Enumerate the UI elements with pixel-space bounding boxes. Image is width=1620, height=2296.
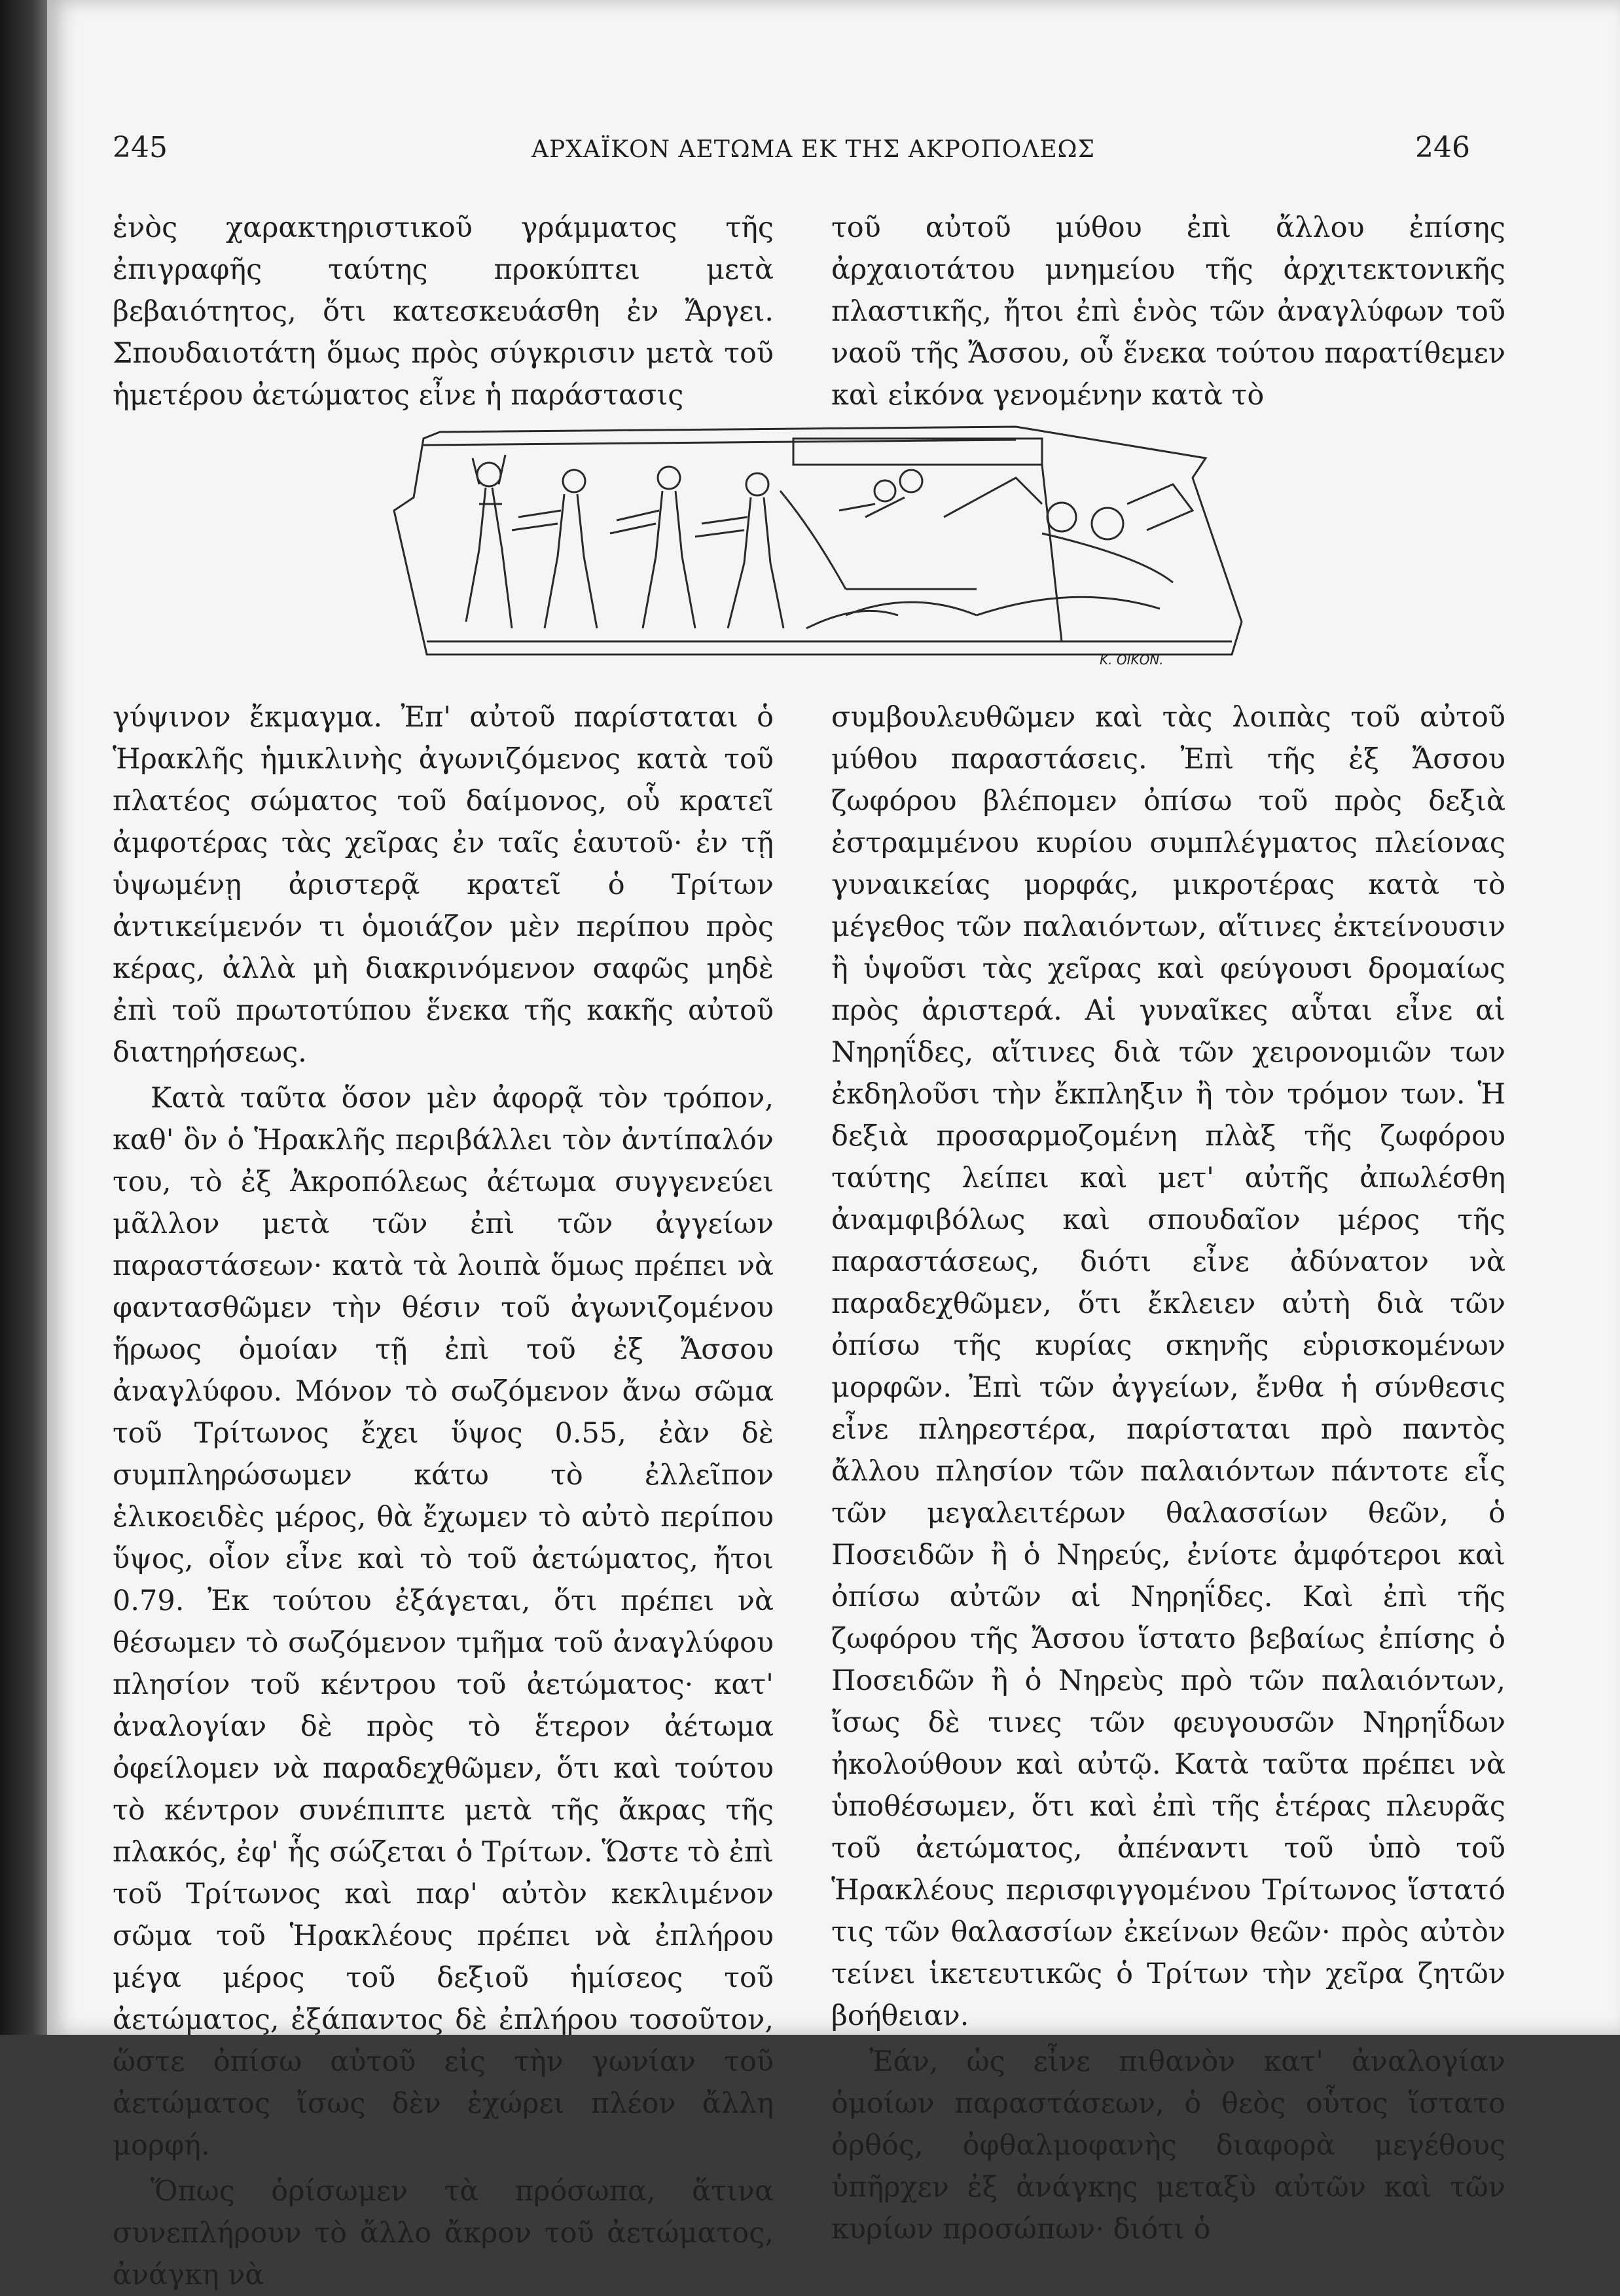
illustrator-signature: Κ. ΟΙΚΟΝ. bbox=[1100, 652, 1164, 668]
running-header: ΑΡΧΑΪΚΟΝ ΑΕΤΩΜΑ ΕΚ ΤΗΣ ΑΚΡΟΠΟΛΕΩΣ bbox=[531, 136, 1095, 163]
paragraph: Ἐάν, ὡς εἶνε πιθανὸν κατ' ἀναλογίαν ὁμοίων παραστάσεων, ὁ θεὸς οὗτος ἵστατο ὀρθός, ὀφθαλμοφανὴς διαφορὰ μεγέθους ὑπῆρχεν ἐξ ἀνάγκης μεταξὺ αὐτῶν καὶ τῶν κυρίων προσώπων· διότι ὁ bbox=[831, 2045, 1505, 2246]
nereid-figure-1 bbox=[466, 455, 512, 628]
nereid-figure-4 bbox=[695, 473, 783, 628]
paragraph: Κατὰ ταῦτα ὅσον μὲν ἀφορᾷ τὸν τρόπον, καθ' ὃν ὁ Ἡρακλῆς περιβάλλει τὸν ἀντίπαλόν του, τὸ ἐξ Ἀκροπόλεως ἀέτωμα συγγενεύει μᾶλλον μετὰ τῶν ἐπὶ τῶν ἀγγείων παραστάσεων· κατὰ τὰ λοιπὰ ὅμως πρέπει νὰ φαντασθῶμεν τὴν θέσιν τοῦ ἀγωνιζομένου ἥρωος ὁμοίαν τῇ ἐπὶ τοῦ ἐξ Ἄσσου ἀναγλύφου. Μόνον τὸ σωζόμενον ἄνω σῶμα τοῦ Τρίτωνος ἔχει ὕψος 0.55, ἐὰν δὲ συμπληρώσωμεν κάτω τὸ ἐλλεῖπον ἑλικοειδὲς μέρος, θὰ ἔχωμεν τὸ αὐτὸ περίπου ὕψος, οἷον εἶνε καὶ τὸ τοῦ ἀετώματος, ἤτοι 0.79. Ἐκ τούτου ἐξάγεται, ὅτι πρέπει νὰ θέσωμεν τὸ σωζόμενον τμῆμα τοῦ ἀναγλύφου πλησίον τοῦ κέντρου τοῦ ἀετώματος· κατ' ἀναλογίαν δὲ πρὸς τὸ ἕτερον ἀέτωμα ὀφείλομεν νὰ παραδεχθῶμεν, ὅτι καὶ τούτου τὸ κέντρον συνέπιπτε μετὰ τῆς ἄκρας τῆς πλακός, ἐφ' ἧς σώζεται ὁ Τρίτων. Ὥστε τὸ ἐπὶ τοῦ Τρίτωνος καὶ παρ' αὐτὸν κεκλιμένον σῶμα τοῦ Ἡρακλέους πρέπει νὰ ἐπλήρου μέγα μέρος τοῦ δεξιοῦ ἡμίσεος τοῦ ἀετώματος, ἐξάπαντος δὲ ἐπλήρου τοσοῦτον, ὥστε ὀπίσω αὐτοῦ εἰς τὴν γωνίαν τοῦ ἀετώματος ἴσως δὲν ἐχώρει πλέον ἄλλη μορφή. bbox=[113, 1082, 774, 2162]
slab-outline bbox=[394, 427, 1242, 655]
nereid-figure-2 bbox=[512, 470, 597, 628]
book-page bbox=[47, 0, 1620, 2291]
paragraph: Ὅπως ὁρίσωμεν τὰ πρόσωπα, ἅτινα συνεπλήρουν τὸ ἄλλο ἄκρον τοῦ ἀετώματος, ἀνάγκη νὰ bbox=[113, 2175, 774, 2291]
sea-god-figure bbox=[780, 470, 977, 589]
paragraph: τοῦ αὐτοῦ μύθου ἐπὶ ἄλλου ἐπίσης ἀρχαιοτάτου μνημείου τῆς ἀρχιτεκτονικῆς πλαστικῆς, ἤτοι ἐπὶ ἑνὸς τῶν ἀναγλύφων τοῦ ναοῦ τῆς Ἄσσου, οὗ ἕνεκα τούτου παρατίθεμεν καὶ εἰκόνα γενομένην κατὰ τὸ bbox=[831, 211, 1505, 412]
right-column bbox=[831, 696, 1505, 2250]
paragraph: γύψινον ἔκμαγμα. Ἐπ' αὐτοῦ παρίσταται ὁ Ἡρακλῆς ἡμικλινὴς ἀγωνιζόμενος κατὰ τοῦ πλατέος σώματος τοῦ δαίμονος, οὗ κρατεῖ ἀμφοτέρας τὰς χεῖρας ἐν ταῖς ἑαυτοῦ· ἐν τῇ ὑψωμένῃ ἀριστερᾷ κρατεῖ ὁ Τρίτων ἀντικείμενόν τι ὁμοιάζον μὲν περίπου πρὸς κέρας, ἀλλὰ μὴ διακρινόμενον σαφῶς μηδὲ ἐπὶ τοῦ πρωτοτύπου ἕνεκα τῆς κακῆς αὐτοῦ διατηρήσεως. bbox=[113, 701, 774, 1069]
nereid-figure-3 bbox=[610, 467, 695, 628]
paragraph: συμβουλευθῶμεν καὶ τὰς λοιπὰς τοῦ αὐτοῦ μύθου παραστάσεις. Ἐπὶ τῆς ἐξ Ἄσσου ζωφόρου βλέπομεν ὀπίσω τοῦ πρὸς δεξιὰ ἐστραμμένου κυρίου συμπλέγματος πλείονας γυναικείας μορφάς, μικροτέρας κατὰ τὸ μέγεθος τῶν παλαιόντων, αἵτινες ἐκτείνουσιν ἢ ὑψοῦσι τὰς χεῖρας καὶ φεύγουσι δρομαίως πρὸς ἀριστερά. Αἱ γυναῖκες αὗται εἶνε αἱ Νηρηΐδες, αἵτινες διὰ τῶν χειρονομιῶν των ἐκδηλοῦσι τὴν ἔκπληξιν ἢ τὸν τρόμον των. Ἡ δεξιὰ προσαρμοζομένη πλὰξ τῆς ζωφόρου ταύτης λείπει καὶ μετ' αὐτῆς ἀπωλέσθη ἀναμφιβόλως καὶ σπουδαῖον μέρος τῆς παραστάσεως, διότι εἶνε ἀδύνατον νὰ παραδεχθῶμεν, ὅτι ἔκλειεν αὐτὴ διὰ τῶν ὀπίσω τῆς κυρίας σκηνῆς εὑρισκομένων μορφῶν. Ἐπὶ τῶν ἀγγείων, ἔνθα ἡ σύνθεσις εἶνε πληρεστέρα, παρίσταται πρὸ παντὸς ἄλλου πλησίον τῶν παλαιόντων πάντοτε εἷς τῶν μεγαλειτέρων θαλασσίων θεῶν, ὁ Ποσειδῶν ἢ ὁ Νηρεύς, ἐνίοτε ἀμφότεροι καὶ ὀπίσω αὐτῶν αἱ Νηρηΐδες. Καὶ ἐπὶ τῆς ζωφόρου τῆς Ἄσσου ἵστατο βεβαίως ἐπίσης ὁ Ποσειδῶν ἢ ὁ Νηρεὺς πρὸ τῶν παλαιόντων, ἴσως δὲ τινες τῶν φευγουσῶν Νηρηΐδων ἠκολούθουν καὶ αὐτῷ. Κατὰ ταῦτα πρέπει νὰ ὑποθέσωμεν, ὅτι καὶ ἐπὶ τῆς ἑτέρας πλευρᾶς τοῦ ἀετώματος, ἀπέναντι τοῦ ὑπὸ τοῦ Ἡρακλέους περισφιγγομένου Τρίτωνος ἵστατό τις τῶν θαλασσίων ἐκείνων θεῶν· πρὸς αὐτὸν τείνει ἱκετευτικῶς ὁ Τρίτων τὴν χεῖρα ζητῶν βοήθειαν. bbox=[831, 701, 1505, 2032]
page-number-left: 245 bbox=[113, 131, 168, 164]
left-column bbox=[113, 696, 774, 2296]
page-number-right: 246 bbox=[1415, 131, 1470, 164]
relief-illustration bbox=[387, 419, 1251, 661]
paragraph: ἑνὸς χαρακτηριστικοῦ γράμματος τῆς ἐπιγραφῆς ταύτης προκύπτει μετὰ βεβαιότητος, ὅτι κατεσκευάσθη ἐν Ἄργει. Σπουδαιοτάτη ὅμως πρὸς σύγκρισιν μετὰ τοῦ ἡμετέρου ἀετώματος εἶνε ἡ παράστασις bbox=[113, 211, 774, 412]
book-spine bbox=[0, 0, 47, 2035]
heracles-and-triton-group bbox=[806, 465, 1193, 641]
top-left-text bbox=[113, 207, 774, 416]
top-right-text bbox=[831, 207, 1505, 416]
